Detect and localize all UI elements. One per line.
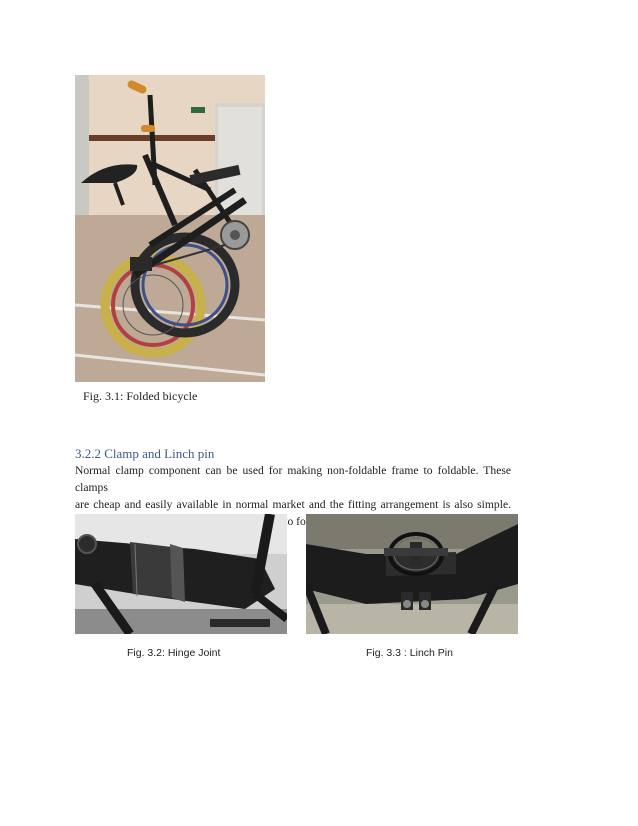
body-line-3: to (284, 515, 294, 528)
figure-caption-3-3: Fig. 3.3 : Linch Pin (366, 647, 453, 659)
linch-pin-photo (306, 514, 518, 634)
figure-caption-3-1: Fig. 3.1: Folded bicycle (83, 389, 198, 403)
figure-caption-3-2: Fig. 3.2: Hinge Joint (127, 647, 221, 659)
section-heading: 3.2.2 Clamp and Linch pin (75, 446, 215, 461)
body-line-1: Normal clamp component can be used for making non-foldable frame to foldable. These clamps (75, 464, 511, 494)
hinge-joint-photo (75, 514, 287, 634)
body-line-2: are cheap and easily available in normal market and the fitting arrangement is also simple. (75, 498, 511, 511)
folded-bicycle-photo (75, 75, 265, 382)
